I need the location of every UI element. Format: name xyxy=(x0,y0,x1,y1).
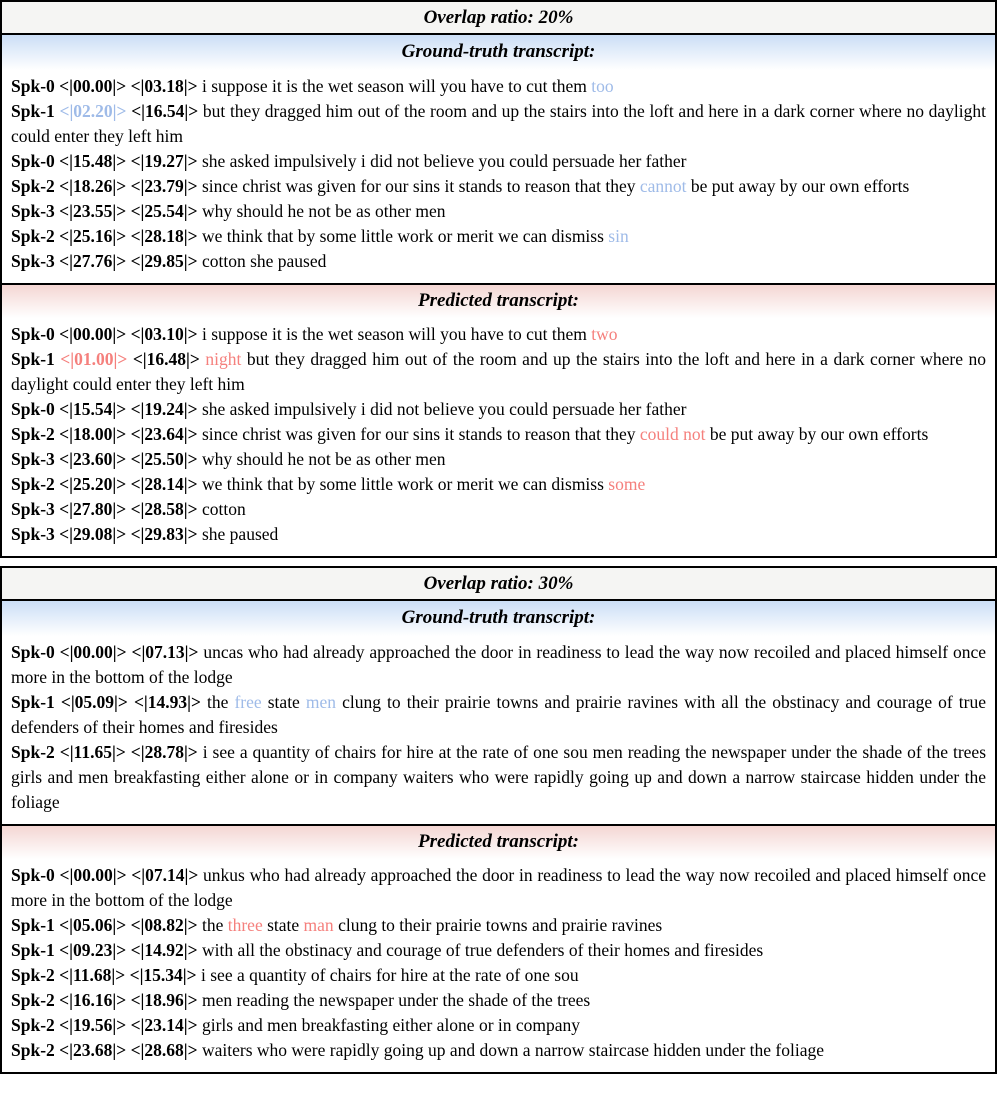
timestamp: <|18.96|> xyxy=(130,990,202,1010)
speaker-label: Spk-2 xyxy=(11,1040,60,1060)
transcript-line xyxy=(11,1038,986,1063)
speaker-label: Spk-3 xyxy=(11,201,60,221)
timestamp: <|18.26|> xyxy=(59,176,131,196)
speaker-label: Spk-2 xyxy=(11,226,60,246)
highlighted-word: cannot xyxy=(639,176,687,196)
ground-truth-header: Ground-truth transcript: xyxy=(2,601,995,638)
timestamp: <|09.23|> xyxy=(59,940,131,960)
speaker-label: Spk-1 xyxy=(11,101,60,121)
timestamp: <|16.54|> xyxy=(131,101,203,121)
timestamp: <|28.14|> xyxy=(130,474,202,494)
transcript-line xyxy=(11,640,986,690)
timestamp: <|25.50|> xyxy=(130,449,202,469)
transcript-text: but they dragged him out of the room and up the stairs into the loft and here in a dark corner where no daylight could enter they left him xyxy=(11,349,986,394)
transcript-text: she paused xyxy=(201,524,279,544)
highlighted-word: two xyxy=(591,324,618,344)
timestamp: <|19.27|> xyxy=(130,151,202,171)
timestamp: <|29.85|> xyxy=(130,251,202,271)
speaker-label: Spk-0 xyxy=(11,399,60,419)
transcript-text: i suppose it is the wet season will you have to cut them xyxy=(201,324,592,344)
timestamp: <|11.68|> xyxy=(59,965,130,985)
ground-truth-header: Ground-truth transcript: xyxy=(2,35,995,72)
timestamp: <|25.20|> xyxy=(59,474,131,494)
timestamp: <|00.00|> xyxy=(59,324,131,344)
transcript-text: clung to their prairie towns and prairie ravines xyxy=(333,915,663,935)
timestamp: <|01.00|> xyxy=(60,349,133,369)
transcript-line xyxy=(11,1013,986,1038)
transcript-line xyxy=(11,347,986,397)
speaker-label: Spk-2 xyxy=(11,1015,60,1035)
transcript-line xyxy=(11,74,986,99)
transcript-text: state xyxy=(262,915,304,935)
timestamp: <|29.08|> xyxy=(59,524,131,544)
transcript-text: state xyxy=(261,692,306,712)
timestamp: <|28.68|> xyxy=(130,1040,202,1060)
transcript-text: uncas who had already approached the door in readiness to lead the way now recoiled and placed himself once more in the bottom of the lodge xyxy=(11,642,986,687)
transcript-text: she asked impulsively i did not believe you could persuade her father xyxy=(201,399,687,419)
timestamp: <|15.48|> xyxy=(59,151,131,171)
timestamp: <|18.00|> xyxy=(59,424,131,444)
transcript-text: clung to their prairie towns and prairie ravines with all the obstinacy and courage of true defenders of their homes and firesides xyxy=(11,692,986,737)
transcript-line xyxy=(11,322,986,347)
transcript-text: men reading the newspaper under the shade of the trees xyxy=(201,990,591,1010)
transcript-text: the xyxy=(207,692,235,712)
timestamp: <|00.00|> xyxy=(59,865,132,885)
overlap-panel-30 xyxy=(0,566,997,1074)
timestamp: <|28.78|> xyxy=(130,742,203,762)
transcript-text: we think that by some little work or merit we can dismiss xyxy=(201,226,609,246)
predicted-header: Predicted transcript: xyxy=(2,283,995,320)
speaker-label: Spk-3 xyxy=(11,524,60,544)
transcript-text: i suppose it is the wet season will you have to cut them xyxy=(201,76,592,96)
timestamp: <|19.56|> xyxy=(59,1015,131,1035)
timestamp: <|23.64|> xyxy=(130,424,202,444)
speaker-label: Spk-2 xyxy=(11,474,60,494)
predicted-transcript-body xyxy=(2,320,995,556)
timestamp: <|29.83|> xyxy=(130,524,202,544)
timestamp: <|23.60|> xyxy=(59,449,131,469)
predicted-header: Predicted transcript: xyxy=(2,824,995,861)
transcript-line xyxy=(11,740,986,815)
speaker-label: Spk-0 xyxy=(11,865,60,885)
timestamp: <|28.58|> xyxy=(130,499,202,519)
timestamp: <|03.10|> xyxy=(130,324,202,344)
highlighted-word: too xyxy=(591,76,614,96)
timestamp: <|05.06|> xyxy=(59,915,131,935)
timestamp: <|23.55|> xyxy=(59,201,131,221)
transcript-line xyxy=(11,199,986,224)
timestamp: <|00.00|> xyxy=(59,76,131,96)
timestamp: <|03.18|> xyxy=(130,76,202,96)
transcript-text: be put away by our own efforts xyxy=(686,176,910,196)
speaker-label: Spk-2 xyxy=(11,424,60,444)
speaker-label: Spk-2 xyxy=(11,990,60,1010)
timestamp: <|19.24|> xyxy=(130,399,202,419)
timestamp: <|23.79|> xyxy=(130,176,202,196)
speaker-label: Spk-3 xyxy=(11,449,60,469)
transcript-line xyxy=(11,174,986,199)
transcript-text: girls and men breakfasting either alone or in company xyxy=(201,1015,581,1035)
transcript-text: we think that by some little work or merit we can dismiss xyxy=(201,474,609,494)
transcript-line xyxy=(11,422,986,447)
speaker-label: Spk-2 xyxy=(11,965,60,985)
speaker-label: Spk-0 xyxy=(11,642,60,662)
transcript-text: why should he not be as other men xyxy=(201,449,446,469)
timestamp: <|23.68|> xyxy=(59,1040,131,1060)
transcript-text: with all the obstinacy and courage of true defenders of their homes and firesides xyxy=(201,940,764,960)
speaker-label: Spk-1 xyxy=(11,915,60,935)
timestamp: <|15.34|> xyxy=(129,965,201,985)
speaker-label: Spk-2 xyxy=(11,742,60,762)
timestamp: <|07.14|> xyxy=(131,865,204,885)
overlap-ratio-title: Overlap ratio: 30% xyxy=(2,568,995,601)
transcript-line xyxy=(11,963,986,988)
transcript-text: since christ was given for our sins it stands to reason that they xyxy=(201,424,640,444)
speaker-label: Spk-0 xyxy=(11,324,60,344)
transcript-line xyxy=(11,224,986,249)
transcript-text: why should he not be as other men xyxy=(201,201,446,221)
transcript-text: cotton xyxy=(201,499,246,519)
transcript-line xyxy=(11,472,986,497)
timestamp: <|14.92|> xyxy=(130,940,202,960)
transcript-text: waiters who were rapidly going up and down a narrow staircase hidden under the foliage xyxy=(201,1040,824,1060)
timestamp: <|14.93|> xyxy=(133,692,208,712)
highlighted-word: some xyxy=(608,474,646,494)
speaker-label: Spk-0 xyxy=(11,76,60,96)
ground-truth-transcript-body xyxy=(2,72,995,283)
timestamp: <|15.54|> xyxy=(59,399,131,419)
transcript-line xyxy=(11,863,986,913)
timestamp: <|08.82|> xyxy=(130,915,202,935)
highlighted-word: three xyxy=(227,915,263,935)
highlighted-word: free xyxy=(234,692,262,712)
transcript-line xyxy=(11,690,986,740)
transcript-text: but they dragged him out of the room and up the stairs into the loft and here in a dark corner where no daylight could enter they left him xyxy=(11,101,987,146)
transcript-text: the xyxy=(201,915,228,935)
timestamp: <|27.80|> xyxy=(59,499,131,519)
timestamp: <|25.16|> xyxy=(59,226,131,246)
transcript-text: i see a quantity of chairs for hire at the rate of one sou men reading the newspaper under the shade of the trees girls and men breakfasting either alone or in company waiters who were rapidly going up and down a narrow staircase hidden under the foliage xyxy=(11,742,987,812)
transcript-line xyxy=(11,99,986,149)
speaker-label: Spk-3 xyxy=(11,499,60,519)
timestamp: <|23.14|> xyxy=(130,1015,202,1035)
speaker-label: Spk-3 xyxy=(11,251,60,271)
timestamp: <|27.76|> xyxy=(59,251,131,271)
speaker-label: Spk-1 xyxy=(11,349,61,369)
transcript-line xyxy=(11,447,986,472)
timestamp: <|02.20|> xyxy=(59,101,132,121)
predicted-transcript-body xyxy=(2,861,995,1072)
highlighted-word: men xyxy=(305,692,337,712)
transcript-line xyxy=(11,397,986,422)
speaker-label: Spk-2 xyxy=(11,176,60,196)
timestamp: <|00.00|> xyxy=(59,642,132,662)
transcript-text: unkus who had already approached the door in readiness to lead the way now recoiled and placed himself once more in the bottom of the lodge xyxy=(11,865,987,910)
ground-truth-transcript-body xyxy=(2,638,995,824)
timestamp: <|07.13|> xyxy=(131,642,204,662)
transcript-line xyxy=(11,988,986,1013)
timestamp: <|16.48|> xyxy=(132,349,206,369)
highlighted-word: night xyxy=(205,349,242,369)
timestamp: <|28.18|> xyxy=(130,226,202,246)
transcript-line xyxy=(11,913,986,938)
timestamp: <|11.65|> xyxy=(59,742,131,762)
timestamp: <|25.54|> xyxy=(130,201,202,221)
transcript-line xyxy=(11,522,986,547)
transcript-line xyxy=(11,938,986,963)
speaker-label: Spk-0 xyxy=(11,151,60,171)
speaker-label: Spk-1 xyxy=(11,940,60,960)
transcript-text: cotton she paused xyxy=(201,251,327,271)
transcript-text: be put away by our own efforts xyxy=(705,424,929,444)
timestamp: <|05.09|> xyxy=(60,692,134,712)
highlighted-word: man xyxy=(303,915,334,935)
highlighted-word: could not xyxy=(639,424,706,444)
overlap-ratio-title: Overlap ratio: 20% xyxy=(2,2,995,35)
highlighted-word: sin xyxy=(608,226,629,246)
transcript-line xyxy=(11,497,986,522)
timestamp: <|16.16|> xyxy=(59,990,131,1010)
transcript-text: i see a quantity of chairs for hire at the rate of one sou xyxy=(201,965,579,985)
transcript-text: since christ was given for our sins it stands to reason that they xyxy=(201,176,640,196)
transcript-line xyxy=(11,249,986,274)
transcript-line xyxy=(11,149,986,174)
transcript-text: she asked impulsively i did not believe you could persuade her father xyxy=(201,151,687,171)
speaker-label: Spk-1 xyxy=(11,692,61,712)
